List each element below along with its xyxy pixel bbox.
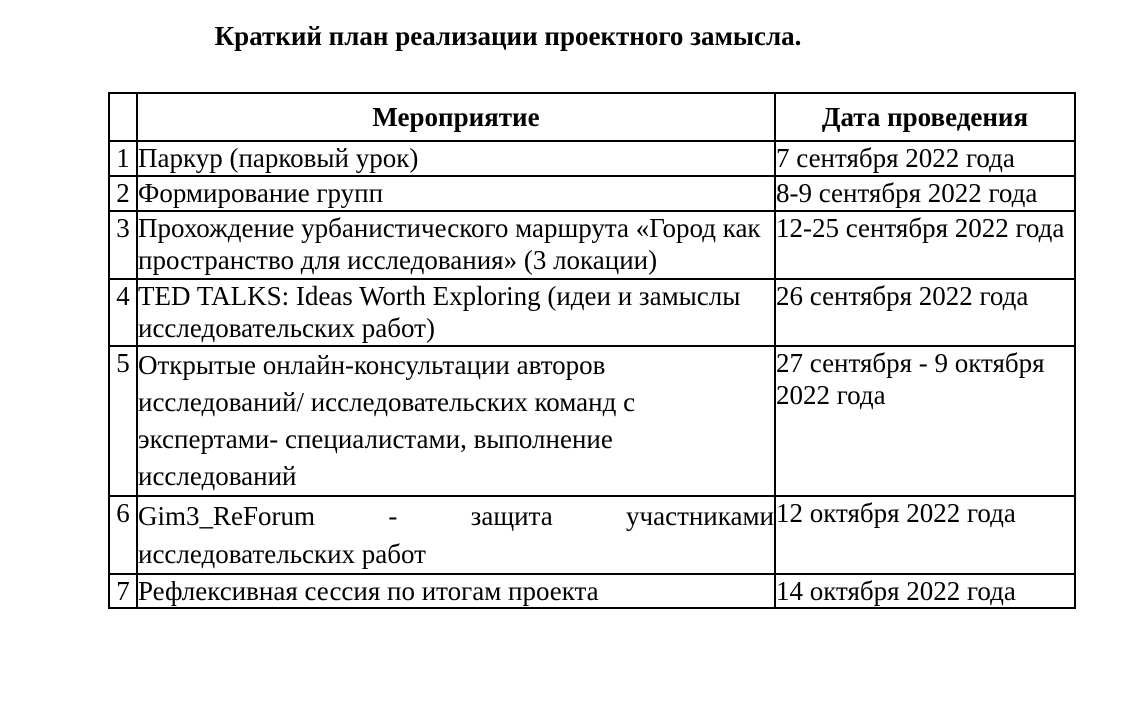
row-event: Рефлексивная сессия по итогам проекта bbox=[137, 574, 775, 608]
row-event: Паркур (парковый урок) bbox=[137, 141, 775, 176]
table-row bbox=[109, 211, 1075, 279]
row-date: 12 октября 2022 года bbox=[775, 496, 1075, 574]
row-event-second-line: исследовательских работ bbox=[138, 539, 426, 569]
event-word: участниками bbox=[626, 501, 774, 531]
row-event bbox=[137, 496, 775, 574]
row-event: TED TALKS: Ideas Worth Exploring (идеи и замыслы исследовательских работ) bbox=[137, 279, 775, 346]
table-header-row bbox=[109, 93, 1075, 141]
header-date: Дата проведения bbox=[775, 93, 1075, 141]
event-dash: - bbox=[388, 501, 398, 531]
row-number: 2 bbox=[109, 176, 137, 211]
row-event: Открытые онлайн-консультации авторов исследований/ исследовательских команд с экспертами- специалистами, выполнение исследований bbox=[137, 346, 775, 496]
row-number: 3 bbox=[109, 211, 137, 279]
event-word: защита bbox=[470, 501, 553, 531]
row-number: 5 bbox=[109, 346, 137, 496]
row-number: 1 bbox=[109, 141, 137, 176]
row-date: 14 октября 2022 года bbox=[775, 574, 1075, 608]
row-number: 7 bbox=[109, 574, 137, 608]
event-name: Gim3_ReForum bbox=[138, 501, 316, 531]
row-event: Прохождение урбанистического маршрута «Город как пространство для исследования» (3 локации) bbox=[137, 211, 775, 279]
project-plan-table bbox=[108, 92, 1076, 609]
row-date: 26 сентября 2022 года bbox=[775, 279, 1075, 346]
table-row bbox=[109, 279, 1075, 346]
table-row bbox=[109, 346, 1075, 496]
document-title: Краткий план реализации проектного замысла. bbox=[214, 21, 802, 51]
table-row bbox=[109, 176, 1075, 211]
row-event-first-line bbox=[138, 497, 774, 535]
row-date: 8-9 сентября 2022 года bbox=[775, 176, 1075, 211]
row-number: 6 bbox=[109, 496, 137, 574]
row-date: 12-25 сентября 2022 года bbox=[775, 211, 1075, 279]
row-event: Формирование групп bbox=[137, 176, 775, 211]
header-event: Мероприятие bbox=[137, 93, 775, 141]
table-row bbox=[109, 141, 1075, 176]
row-number: 4 bbox=[109, 279, 137, 346]
table-row bbox=[109, 574, 1075, 608]
row-date: 7 сентября 2022 года bbox=[775, 141, 1075, 176]
header-number bbox=[109, 93, 137, 141]
table-row bbox=[109, 496, 1075, 574]
row-date: 27 сентября - 9 октября 2022 года bbox=[775, 346, 1075, 496]
